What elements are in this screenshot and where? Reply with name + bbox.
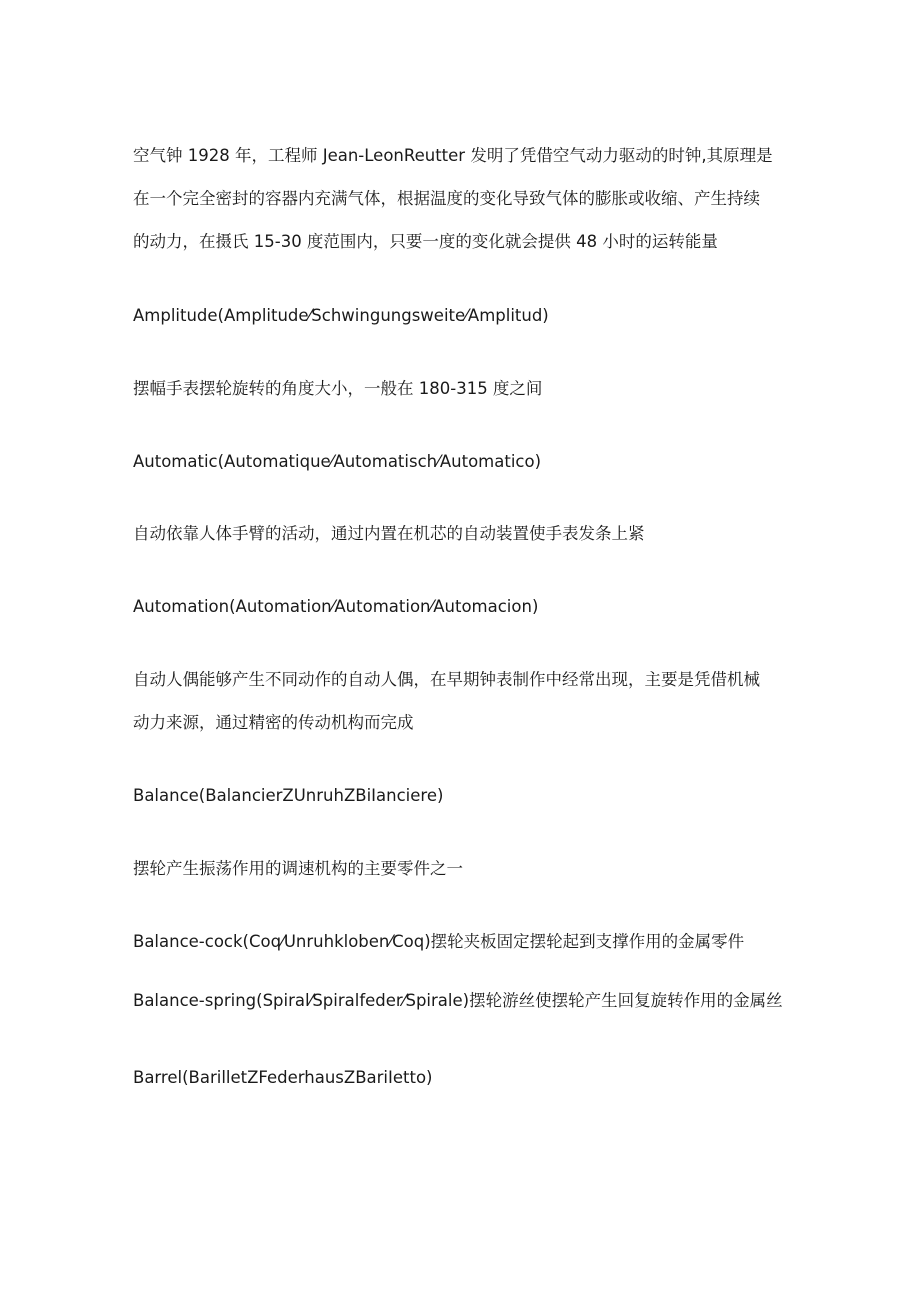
automatic-term: Automatic(Automatique⁄Automatisch⁄Automatico)	[133, 452, 542, 471]
balance-definition: 摆轮产生振荡作用的调速机构的主要零件之一	[133, 859, 463, 878]
balance-cock-entry: Balance-cock(Coq⁄Unruhkloben⁄Coq)摆轮夹板固定摆轮起到支撑作用的金属零件	[133, 932, 745, 951]
amplitude-term: Amplitude(Amplitude⁄Schwingungsweite⁄Amplitud)	[133, 306, 549, 325]
amplitude-definition: 摆幅手表摆轮旋转的角度大小，一般在 180-315 度之间	[133, 379, 543, 398]
air-clock-line-2: 在一个完全密封的容器内充满气体，根据温度的变化导致气体的膨胀或收缩、产生持续	[133, 189, 760, 208]
automation-definition-line-1: 自动人偶能够产生不同动作的自动人偶，在早期钟表制作中经常出现，主要是凭借机械	[133, 670, 760, 689]
barrel-term: Barrel(BarilletZFederhausZBariIetto)	[133, 1068, 433, 1087]
automation-definition-line-2: 动力来源，通过精密的传动机构而完成	[133, 713, 414, 732]
balance-term: Balance(BalancierZUnruhZBiIanciere)	[133, 786, 444, 805]
automation-term: Automation(Automation⁄Automation⁄Automacion)	[133, 597, 539, 616]
air-clock-line-3: 的动力，在摄氏 15-30 度范围内，只要一度的变化就会提供 48 小时的运转能量	[133, 232, 718, 251]
automatic-definition: 自动依靠人体手臂的活动，通过内置在机芯的自动装置使手表发条上紧	[133, 524, 645, 543]
balance-spring-entry: Balance-spring(Spiral⁄Spiralfeder⁄Spirale)摆轮游丝使摆轮产生回复旋转作用的金属丝	[133, 991, 783, 1010]
air-clock-line-1: 空气钟 1928 年，工程师 Jean-LeonReutter 发明了凭借空气动力驱动的时钟,其原理是	[133, 146, 773, 165]
